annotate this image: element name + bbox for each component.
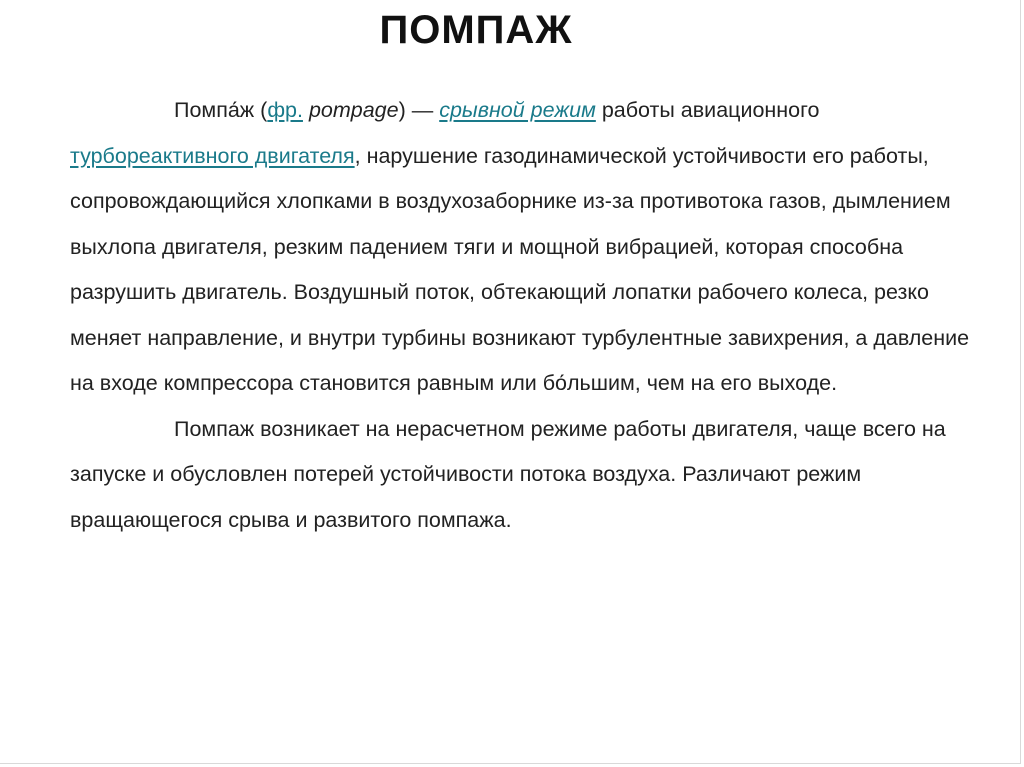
stall-mode-link[interactable]: срывной режим (439, 98, 596, 122)
slide-body (70, 88, 975, 543)
paragraph-definition (70, 88, 975, 407)
paragraph-occurrence: Помпаж возникает на нерасчетном режиме работы двигателя, чаще всего на запуске и обусловлен потерей устойчивости потока воздуха. Различают режим вращающегося срыва и развитого помпажа. (70, 416, 946, 532)
definition-text: , нарушение газодинамической устойчивости его работы, сопровождающийся хлопками в воздухозаборнике из-за противотока газов, дымлением выхлопа двигателя, резким падением тяги и мощной вибрацией, которая способна разрушить двигатель. Воздушный поток, обтекающий лопатки рабочего колеса, резко меняет направление, и внутри турбины возникают турбулентные завихрения, а давление на входе компрессора становится равным или бо́льшим, чем на его выходе. (70, 143, 970, 395)
term: Помпа́ж (174, 98, 255, 122)
open-paren: ( (254, 98, 268, 122)
close-paren-dash: ) — (398, 98, 440, 122)
slide-title: ПОМПАЖ (379, 8, 573, 52)
turbojet-engine-link[interactable]: турбореактивного двигателя (70, 143, 355, 168)
french-language-link[interactable]: фр. (267, 98, 303, 122)
text-after-mode: работы авиационного (595, 98, 820, 122)
foreign-word: pompage (308, 98, 399, 122)
